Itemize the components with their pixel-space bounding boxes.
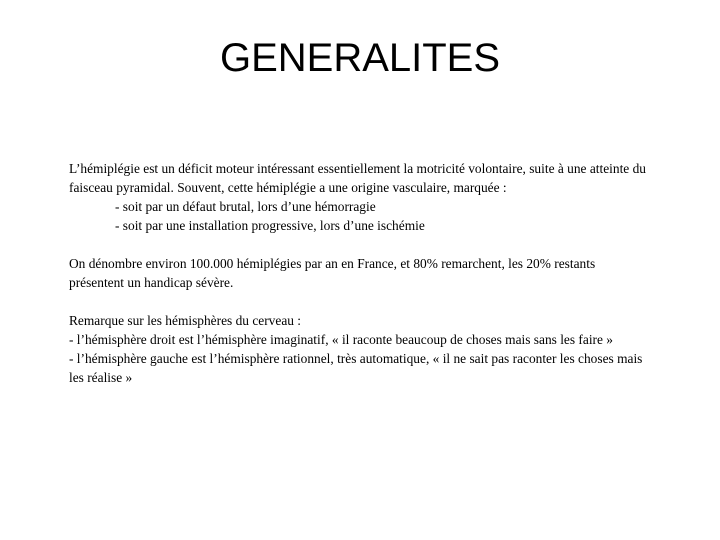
text-line: Remarque sur les hémisphères du cerveau : — [69, 313, 302, 328]
paragraph-definition — [69, 159, 685, 235]
text-line: présentent un handicap sévère. — [69, 275, 234, 290]
slide-title: GENERALITES — [219, 36, 501, 80]
text-line: - l’hémisphère droit est l’hémisphère imaginatif, « il raconte beaucoup de choses mais sans les faire » — [69, 332, 614, 347]
bullet-item: - soit par un défaut brutal, lors d’une hémorragie — [115, 199, 376, 214]
text-line: L’hémiplégie est un déficit moteur intéressant essentiellement la motricité volontaire, suite à une atteinte du — [69, 161, 646, 176]
paragraph-hemispheres — [69, 311, 685, 387]
text-line: - l’hémisphère gauche est l’hémisphère rationnel, très automatique, « il ne sait pas raconter les choses mais — [69, 351, 643, 366]
text-line: On dénombre environ 100.000 hémiplégies par an en France, et 80% remarchent, les 20% restants — [69, 256, 596, 271]
text-line: les réalise » — [69, 370, 133, 385]
slide-body — [69, 159, 685, 387]
paragraph-statistics — [69, 254, 685, 292]
text-line: faisceau pyramidal. Souvent, cette hémiplégie a une origine vasculaire, marquée : — [69, 180, 507, 195]
spacer — [69, 292, 685, 311]
bullet-item: - soit par une installation progressive, lors d’une ischémie — [115, 218, 425, 233]
spacer — [69, 235, 685, 254]
